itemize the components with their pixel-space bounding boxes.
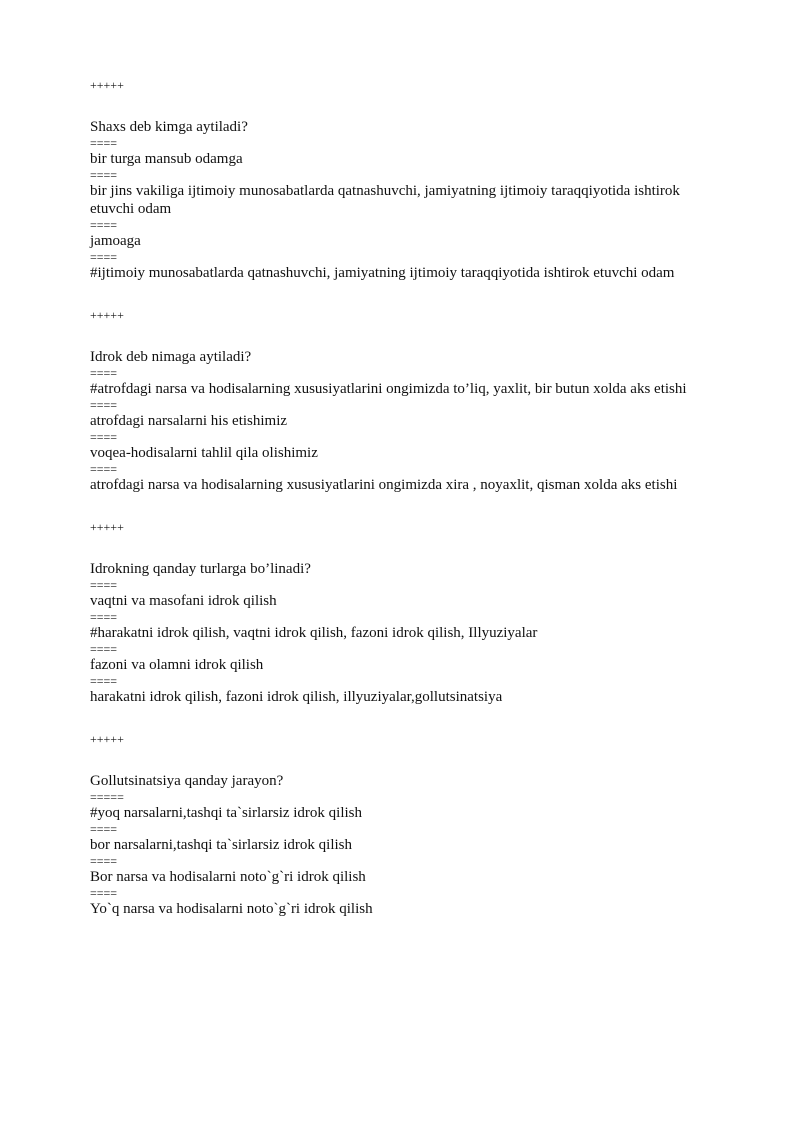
option-divider: ==== xyxy=(90,674,118,688)
option-divider: ==== xyxy=(90,136,118,150)
answer-option: Bor narsa va hodisalarni noto`g`ri idrok qilish xyxy=(90,869,366,885)
answer-option: #yoq narsalarni,tashqi ta`sirlarsiz idrok qilish xyxy=(90,805,363,821)
answer-option: bir jins vakiliga ijtimoiy munosabatlarda qatnashuvchi, jamiyatning ijtimoiy taraqqiyotida ishtirok etuvchi odam xyxy=(90,183,680,217)
answer-option: bir turga mansub odamga xyxy=(90,151,243,167)
question-separator: +++++ xyxy=(90,732,124,746)
answer-option: #atrofdagi narsa va hodisalarning xususiyatlarini ongimizda to’liq, yaxlit, bir butun xolda aks etishi xyxy=(90,381,687,397)
option-divider: ==== xyxy=(90,462,118,476)
option-divider: ==== xyxy=(90,430,118,444)
option-divider: ==== xyxy=(90,398,118,412)
answer-option: voqea-hodisalarni tahlil qila olishimiz xyxy=(90,445,318,461)
option-divider: ==== xyxy=(90,366,118,380)
option-divider: ==== xyxy=(90,218,118,232)
question-separator: +++++ xyxy=(90,78,124,92)
answer-option: #ijtimoiy munosabatlarda qatnashuvchi, jamiyatning ijtimoiy taraqqiyotida ishtirok etuvchi odam xyxy=(90,265,675,281)
question-text: Gollutsinatsiya qanday jarayon? xyxy=(90,773,284,789)
option-divider: ==== xyxy=(90,250,118,264)
answer-option: harakatni idrok qilish, fazoni idrok qilish, illyuziyalar,gollutsinatsiya xyxy=(90,689,503,705)
question-block xyxy=(90,308,710,494)
option-divider: ==== xyxy=(90,886,118,900)
question-separator: +++++ xyxy=(90,308,124,322)
question-text: Idrokning qanday turlarga bo’linadi? xyxy=(90,561,311,577)
answer-option: Yo`q narsa va hodisalarni noto`g`ri idrok qilish xyxy=(90,901,373,917)
answer-option: vaqtni va masofani idrok qilish xyxy=(90,593,277,609)
option-divider: ==== xyxy=(90,610,118,624)
question-separator: +++++ xyxy=(90,520,124,534)
option-divider: ==== xyxy=(90,168,118,182)
answer-option: #harakatni idrok qilish, vaqtni idrok qilish, fazoni idrok qilish, Illyuziyalar xyxy=(90,625,538,641)
question-text: Shaxs deb kimga aytiladi? xyxy=(90,119,248,135)
option-divider: ==== xyxy=(90,854,118,868)
option-divider: ==== xyxy=(90,642,118,656)
question-block xyxy=(90,732,710,918)
option-divider: ==== xyxy=(90,822,118,836)
answer-option: fazoni va olamni idrok qilish xyxy=(90,657,264,673)
answer-option: jamoaga xyxy=(90,233,141,249)
option-divider: ===== xyxy=(90,790,124,804)
question-block xyxy=(90,78,710,282)
answer-option: bor narsalarni,tashqi ta`sirlarsiz idrok qilish xyxy=(90,837,353,853)
question-block xyxy=(90,520,710,706)
question-text: Idrok deb nimaga aytiladi? xyxy=(90,349,252,365)
answer-option: atrofdagi narsalarni his etishimiz xyxy=(90,413,288,429)
document-content xyxy=(90,78,710,944)
option-divider: ==== xyxy=(90,578,118,592)
answer-option: atrofdagi narsa va hodisalarning xususiyatlarini ongimizda xira , noyaxlit, qisman xolda aks etishi xyxy=(90,477,678,493)
